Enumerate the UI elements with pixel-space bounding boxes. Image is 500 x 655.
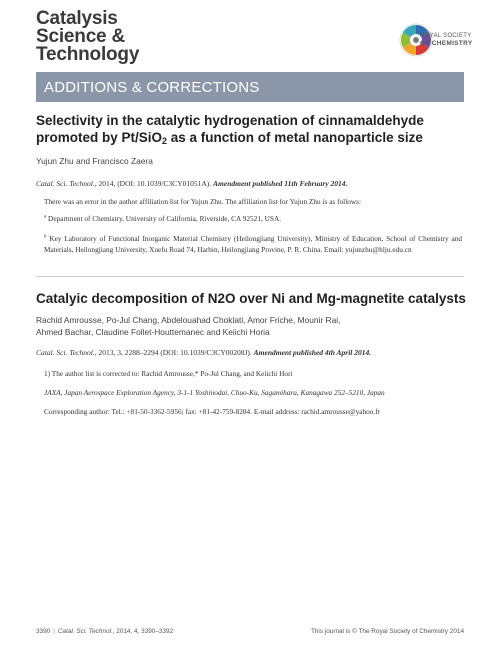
aff-a-text: Department of Chemistry, University of California, Riverside, CA 92521, USA. xyxy=(46,214,282,223)
article1-cite-journal: Catal. Sci. Technol. xyxy=(36,179,95,188)
section-divider xyxy=(36,276,464,277)
article1-title-line2-post: as a function of metal nanoparticle size xyxy=(167,130,423,145)
article2-authors xyxy=(36,314,466,338)
article1-title xyxy=(36,112,476,146)
article1-title-line2-pre: promoted by Pt/SiO xyxy=(36,130,163,145)
section-banner-label: ADDITIONS & CORRECTIONS xyxy=(44,79,260,96)
journal-title xyxy=(36,10,236,64)
article2-authors-line1: Rachid Amrousse, Po-Jul Chang, Abdelouahad Choklati, Amor Friche, Mounir Rai, xyxy=(36,315,341,325)
journal-title-line3: Technology xyxy=(36,44,140,65)
article1-affiliation-a xyxy=(44,214,462,225)
article1-cite-amendment: Amendment published 11th February 2014. xyxy=(213,179,348,188)
publisher-name xyxy=(420,33,480,47)
article2-cite-amendment: Amendment published 4th April 2014. xyxy=(253,348,372,357)
article1-authors: Yujun Zhu and Francisco Zaera xyxy=(36,156,153,166)
article1-cite-rest: , 2014, (DOI: 10.1039/C3CY01051A). xyxy=(94,179,214,188)
publisher-line1: ROYAL SOCIETY xyxy=(420,33,472,39)
aff-b-mark: b xyxy=(44,234,47,240)
article1-paragraph: There was an error in the author affiliation list for Yujun Zhu. The affiliation list for Yujun Zhu is as follows: xyxy=(44,197,362,206)
section-banner xyxy=(36,72,464,102)
footer-citation: 3390 | Catal. Sci. Technol., 2014, 4, 3390–3392 xyxy=(36,628,174,635)
footer-copyright: This journal is © The Royal Society of Chemistry 2014 xyxy=(310,628,464,635)
article1-citation xyxy=(36,178,466,189)
article2-citation xyxy=(36,347,466,358)
article2-title: Catalyic decomposition of N2O over Ni and Mg-magnetite catalysts xyxy=(36,291,466,306)
footer-citation-text: , 2014, 4, 3390–3392 xyxy=(112,628,174,635)
article2-authors-line2: Ahmed Bachar, Claudine Follet-Houttemanec and Keiichi Horia xyxy=(36,327,270,337)
article2-paragraph-2: JAXA, Japan Aerospace Exploration Agency, 3-1-1 Yoshinodai, Chuo-Ku, Sagamihara, Kanagawa 252–5210, Japan xyxy=(44,388,385,397)
footer-page: 3390 xyxy=(36,628,51,635)
aff-b-text: Key Laboratory of Functional Inorganic Material Chemistry (Heilongjiang University), Ministry of Education, School of Chemistry and Materials, Heilongjiang University, Xuefu Road 74, Harbin, Heilongjiang Provine, P. R. China. Email: yujunzhu@hlju.edu.cn xyxy=(44,234,462,254)
article1-title-line1: Selectivity in the catalytic hydrogenation of cinnamaldehyde xyxy=(36,113,424,128)
article2-paragraph-1: 1) The author list is corrected to: Rachid Amrousse,* Po-Jul Chang, and Keiichi Hori xyxy=(44,369,293,378)
article2-cite-journal: Catal. Sci. Technol. xyxy=(36,348,95,357)
journal-title-line1: Catalysis xyxy=(36,8,118,29)
article1-title-line2 xyxy=(36,129,476,146)
aff-a-mark: a xyxy=(44,214,47,220)
journal-title-line2: Science & xyxy=(36,26,126,47)
article2-paragraph-3: Corresponding author: Tel.: +81-50-3362-5956; fax: +81-42-759-8284. E-mail address: rachid.amrousse@yahoo.fr xyxy=(44,407,381,416)
publisher-line2: OF CHEMISTRY xyxy=(420,40,473,47)
article2-cite-rest: , 2013, 3, 2288–2294 (DOI: 10.1039/C3CY00208J). xyxy=(94,348,254,357)
article1-title-sub: 2 xyxy=(162,136,168,146)
article1-affiliation-b xyxy=(44,234,462,255)
footer-journal: Catal. Sci. Technol. xyxy=(57,628,113,635)
